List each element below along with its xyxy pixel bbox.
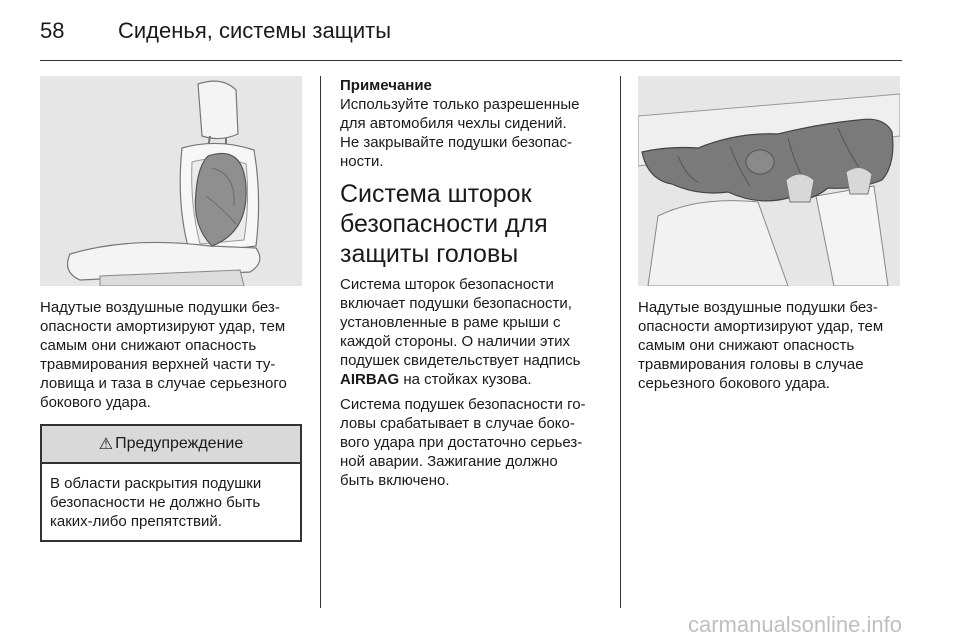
warning-header	[42, 426, 300, 464]
note-title: Примечание	[340, 77, 432, 94]
warning-title: Предупреждение	[115, 435, 244, 452]
column-2	[340, 76, 604, 490]
warning-triangle-icon: ⚠	[98, 436, 114, 453]
column-3	[638, 76, 900, 393]
column-1	[40, 76, 302, 542]
warning-text: В области раскрытия подушки безопасности не должно быть каких-либо препятствий.	[50, 475, 262, 530]
page-header	[40, 18, 391, 44]
watermark: carmanualsonline.info	[687, 612, 902, 637]
page-number: 58	[40, 18, 65, 43]
figure-caption-1: Надутые воздушные подушки без- опасности амортизируют удар, тем самым они снижают опасность травмирования верхней части ту- ловища и таза в случае серьезного бокового удара.	[40, 299, 287, 411]
seat-airbag-illustration	[40, 76, 302, 286]
warning-box	[40, 424, 302, 542]
section-title: Система шторок безопасности для защиты головы	[340, 180, 548, 268]
paragraph-1	[340, 275, 604, 389]
curtain-airbag-illustration	[638, 76, 900, 286]
header-rule	[40, 60, 902, 61]
paragraph-2: Система подушек безопасности го- ловы срабатывает в случае боко- вого удара при достаточно серьез- ной аварии. Зажигание должно быть включено.	[340, 396, 586, 489]
column-divider-2	[620, 76, 621, 608]
column-divider-1	[320, 76, 321, 608]
page-title: Сиденья, системы защиты	[118, 18, 392, 43]
paragraph-1-end: на стойках кузова.	[399, 371, 532, 388]
airbag-label: AIRBAG	[340, 371, 400, 388]
note-text: Используйте только разрешенные для автомобиля чехлы сидений. Не закрывайте подушки безопас- ности.	[340, 96, 580, 170]
figure-caption-2: Надутые воздушные подушки без- опасности амортизируют удар, тем самым они снижают опасность травмирования головы в случае серьезного бокового удара.	[638, 299, 884, 392]
paragraph-1-text: Система шторок безопасности включает подушки безопасности, установленные в раме крыши с каждой стороны. О наличии этих подушек свидетельствует надпись	[340, 276, 581, 369]
